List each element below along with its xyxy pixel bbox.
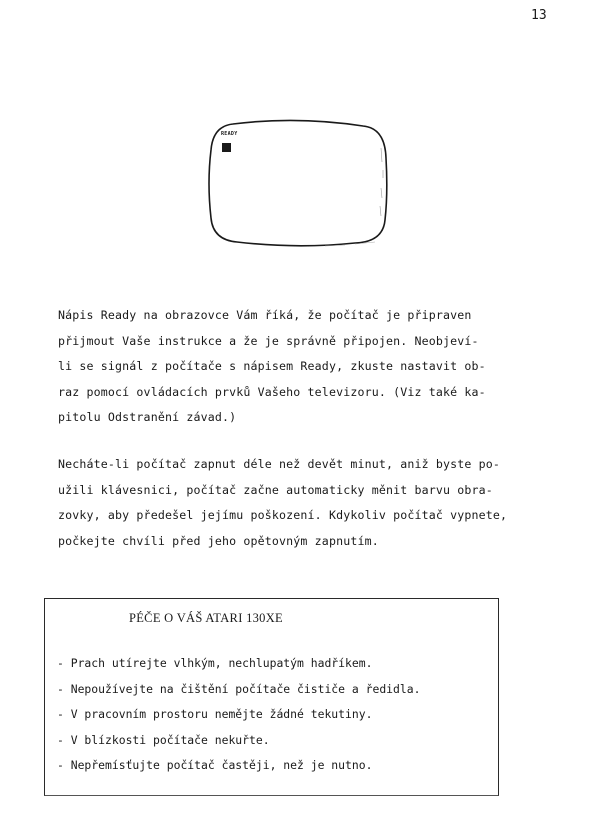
care-list-item: - Prach utírejte vlhkým, nechlupatým hadříkem. [57, 656, 373, 670]
care-list-item: - Nepřemísťujte počítač častěji, než je nutno. [57, 758, 373, 772]
paragraph-line: Necháte-li počítač zapnut déle než devět minut, aniž byste po- [58, 457, 501, 471]
tv-screen-illustration [205, 118, 390, 248]
paragraph-line: li se signál z počítače s nápisem Ready, zkuste nastavit ob- [58, 359, 486, 373]
care-instructions-box [44, 598, 499, 796]
ready-prompt: READY [221, 131, 238, 137]
paragraph-screen-saver [58, 452, 570, 554]
paragraph-line: pitolu Odstranění závad.) [58, 410, 237, 424]
paragraph-line: užili klávesnici, počítač začne automaticky měnit barvu obra- [58, 482, 493, 497]
cursor-block [222, 143, 231, 152]
care-list-item: - V pracovním prostoru nemějte žádné tekutiny. [57, 707, 373, 721]
tv-screen-outline [205, 118, 390, 248]
paragraph-line: zovky, aby předešel jejímu poškození. Kdykoliv počítač vypnete, [58, 508, 508, 522]
page-number: 13 [531, 8, 547, 23]
care-list [57, 651, 420, 779]
paragraph-line: přijmout Vaše instrukce a že je správně připojen. Neobjeví- [58, 333, 479, 348]
paragraph-line: Nápis Ready na obrazovce Vám říká, že počítač je připraven [58, 308, 472, 322]
care-box-title: PÉČE O VÁŠ ATARI 130XE [129, 611, 283, 625]
care-list-item: - Nepoužívejte na čištění počítače čističe a ředidla. [57, 681, 421, 696]
paragraph-ready-explanation [58, 303, 570, 431]
care-list-item: - V blízkosti počítače nekuřte. [57, 732, 270, 747]
paragraph-line: počkejte chvíli před jeho opětovným zapnutím. [58, 533, 379, 548]
paragraph-line: raz pomocí ovládacích prvků Vašeho televizoru. (Viz také ka- [58, 384, 486, 399]
